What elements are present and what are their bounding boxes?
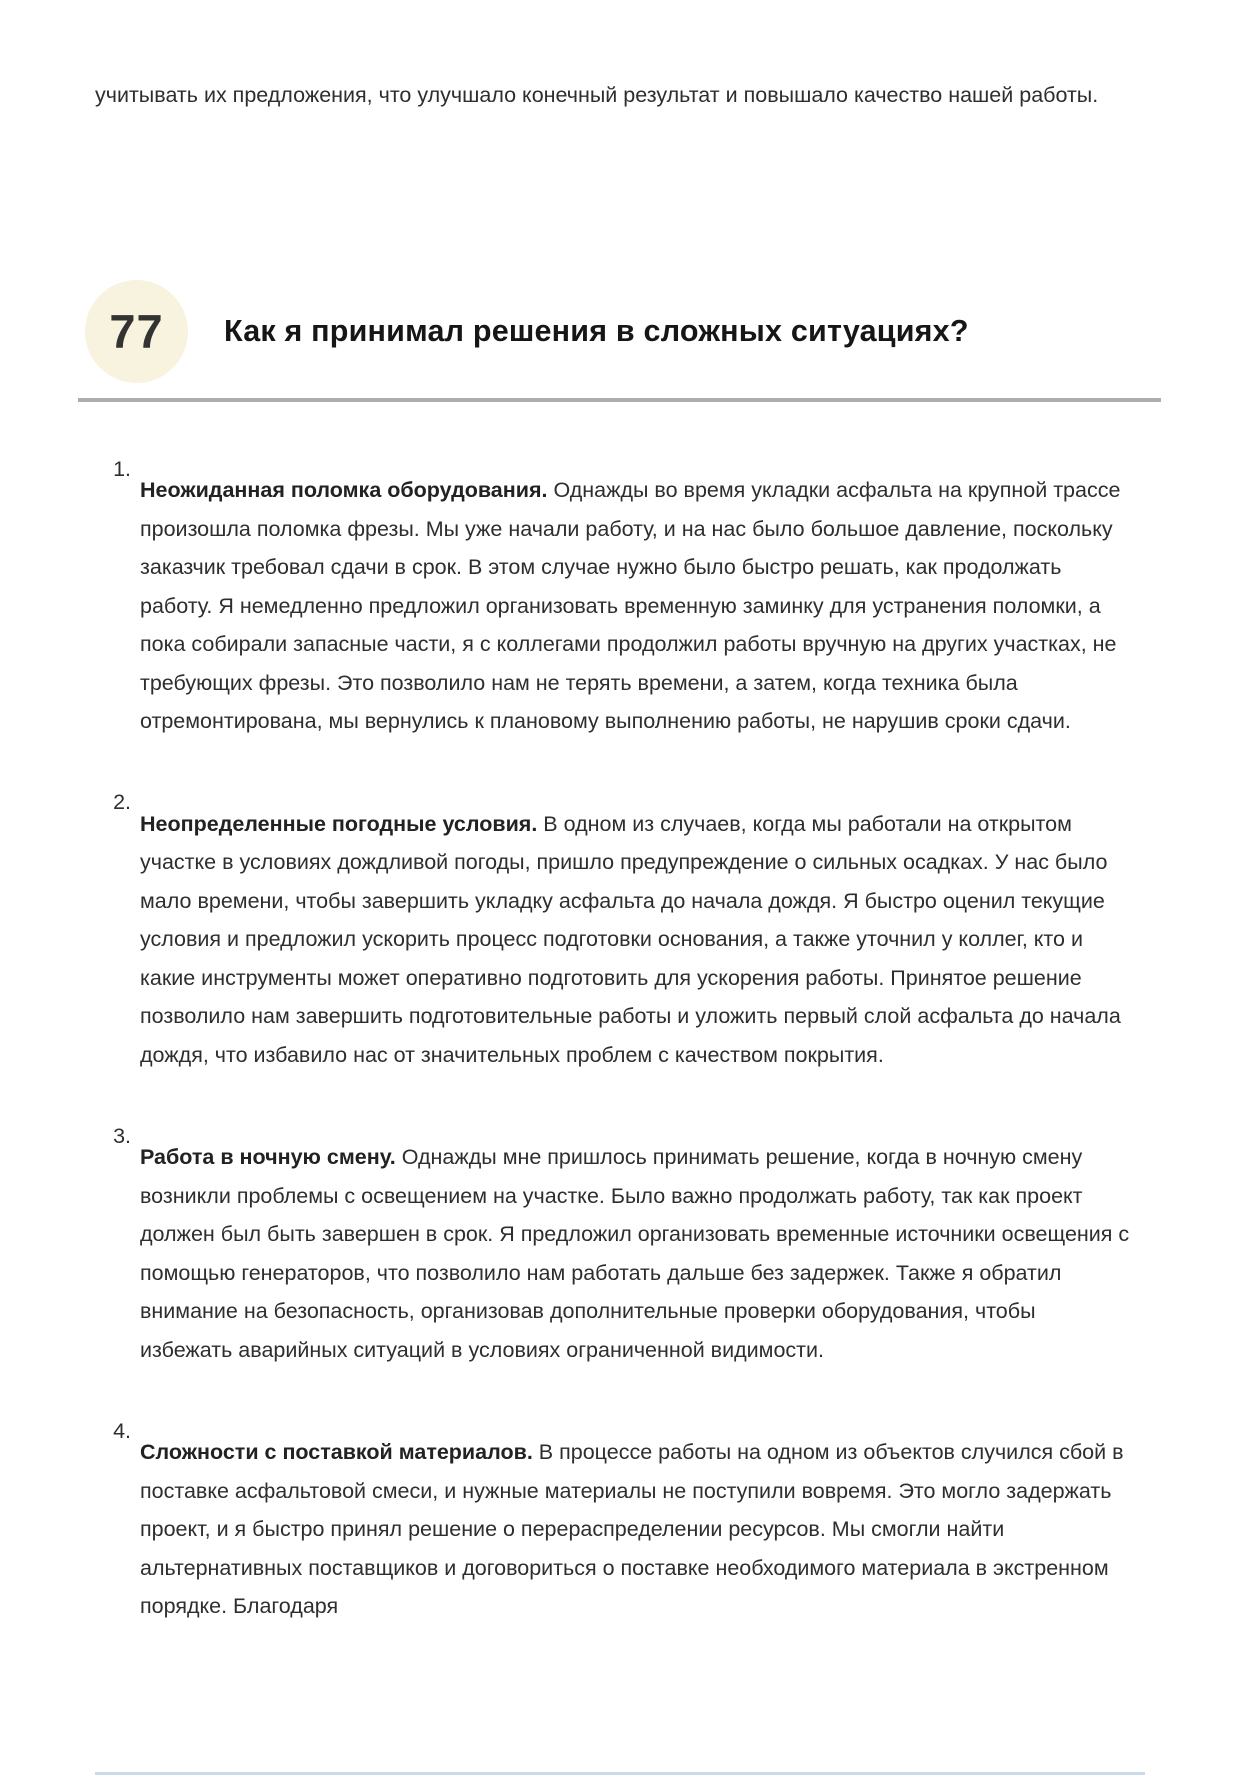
list-item-number: 3. xyxy=(113,1123,131,1148)
list-item-title: Неожиданная поломка оборудования. xyxy=(140,478,548,502)
list-item-number: 4. xyxy=(113,1418,131,1443)
list-item-body xyxy=(140,471,1132,741)
list-item-body xyxy=(140,805,1132,1075)
intro-paragraph: учитывать их предложения, что улучшало конечный результат и повышало качество нашей работы. xyxy=(95,82,1099,107)
header-divider xyxy=(78,398,1161,402)
list-item-title: Работа в ночную смену. xyxy=(140,1145,396,1169)
list-item-body xyxy=(140,1433,1132,1626)
list-item-text: Однажды мне пришлось принимать решение, когда в ночную смену возникли проблемы с освещением на участке. Было важно продолжать работу, так как проект должен был быть завершен в срок. Я предложил организовать временные источники освещения с помощью генераторов, что позволило нам работать дальше без задержек. Также я обратил внимание на безопасность, организовав дополнительные проверки оборудования, чтобы избежать аварийных ситуаций в условиях ограниченной видимости. xyxy=(140,1145,1130,1362)
list-item xyxy=(95,1412,1145,1648)
question-title: Как я принимал решения в сложных ситуациях? xyxy=(224,313,969,348)
question-header xyxy=(85,280,1145,383)
question-number-badge: 77 xyxy=(85,280,188,383)
list-item-title: Сложности с поставкой материалов. xyxy=(140,1440,533,1464)
list-item xyxy=(95,1117,1145,1391)
bottom-page-divider xyxy=(95,1772,1145,1775)
list-item-number: 1. xyxy=(113,456,131,481)
document-page xyxy=(0,22,1239,1648)
list-item-text: В процессе работы на одном из объектов случился сбой в поставке асфальтовой смеси, и нужные материалы не поступили вовремя. Это могло задержать проект, и я быстро принял решение о перераспределении ресурсов. Мы смогли найти альтернативных поставщиков и договориться о поставке необходимого материала в экстренном порядке. Благодаря xyxy=(140,1440,1124,1618)
list-item-text: В одном из случаев, когда мы работали на открытом участке в условиях дождливой погоды, пришло предупреждение о сильных осадках. У нас было мало времени, чтобы завершить укладку асфальта до начала дождя. Я быстро оценил текущие условия и предложил ускорить процесс подготовки основания, а также уточнил у коллег, кто и какие инструменты может оперативно подготовить для ускорения работы. Принятое решение позволило нам завершить подготовительные работы и уложить первый слой асфальта до начала дождя, что избавило нас от значительных проблем с качеством покрытия. xyxy=(140,811,1121,1067)
list-item xyxy=(95,783,1145,1096)
list-item-number: 2. xyxy=(113,790,131,814)
list-item xyxy=(95,450,1145,763)
list-item-title: Неопределенные погодные условия. xyxy=(140,811,538,836)
question-list xyxy=(95,450,1145,1648)
list-item-text: Однажды во время укладки асфальта на крупной трассе произошла поломка фрезы. Мы уже начали работу, и на нас было большое давление, поскольку заказчик требовал сдачи в срок. В этом случае нужно было быстро решать, как продолжать работу. Я немедленно предложил организовать временную заминку для устранения поломки, а пока собирали запасные части, я с коллегами продолжил работы вручную на других участках, не требующих фрезы. Это позволило нам не терять времени, а затем, когда техника была отремонтирована, мы вернулись к плановому выполнению работы, не нарушив сроки сдачи. xyxy=(140,478,1121,733)
list-item-body xyxy=(140,1138,1132,1369)
